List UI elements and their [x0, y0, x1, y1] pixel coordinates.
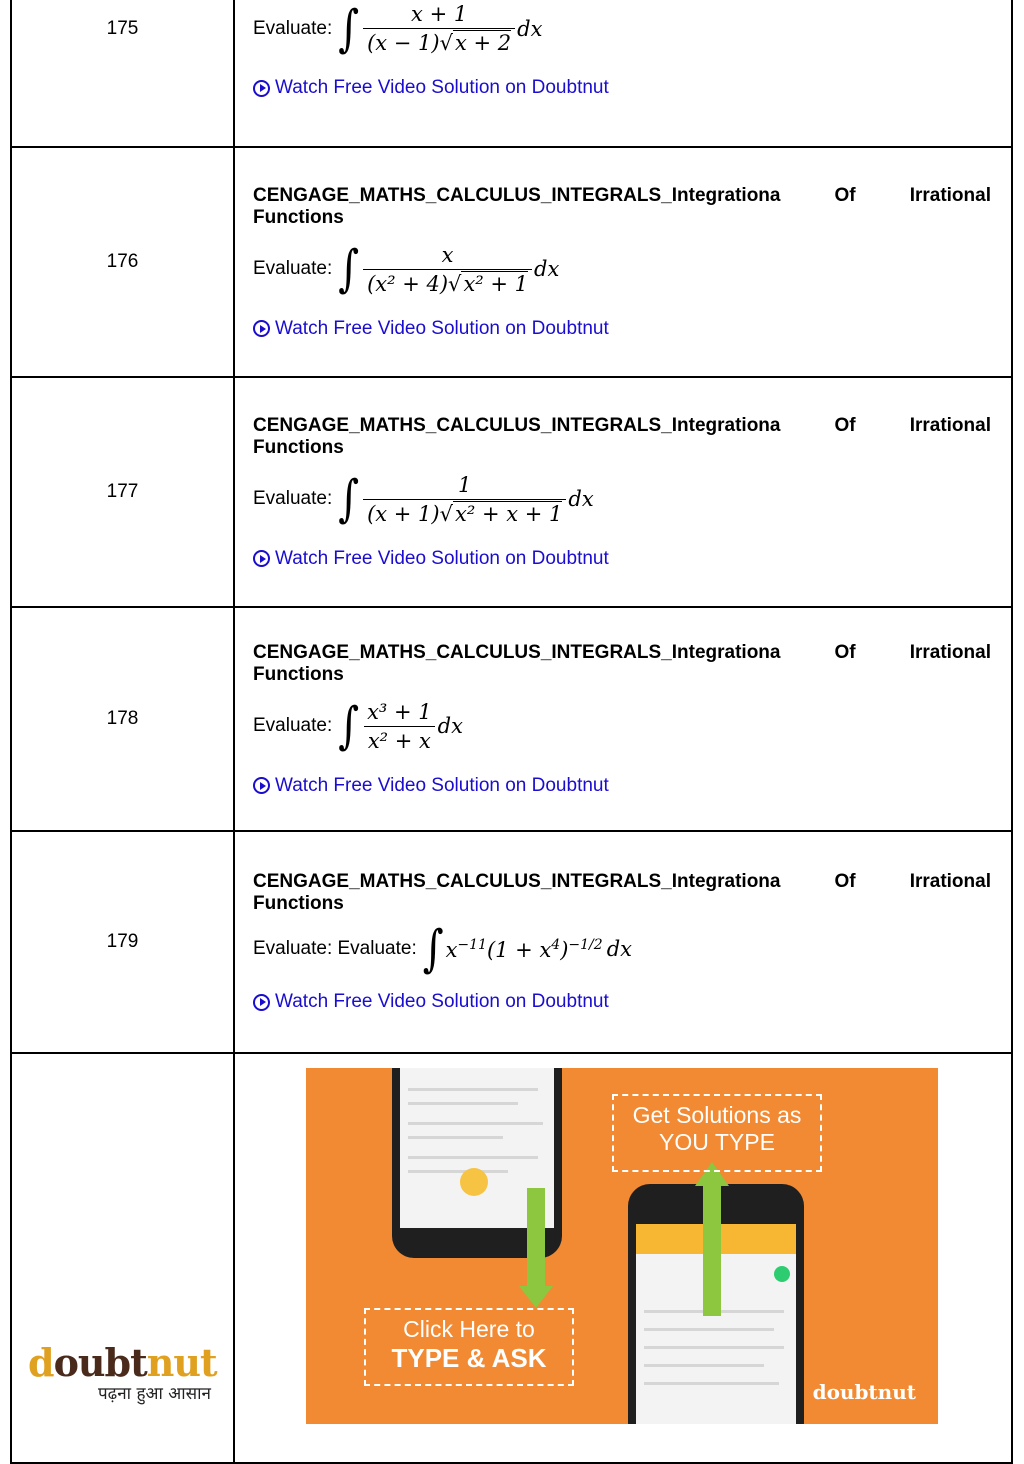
arrow-up-shaft	[703, 1186, 721, 1316]
watch-video-link[interactable]	[253, 775, 991, 797]
topic-mid: Of	[834, 414, 856, 436]
watch-video-text: Watch Free Video Solution on Doubtnut	[275, 317, 609, 339]
play-circle-icon	[253, 80, 270, 97]
watch-video-text: Watch Free Video Solution on Doubtnut	[275, 774, 609, 796]
doubtnut-logo	[28, 1340, 218, 1404]
integral-sign-icon: ∫	[338, 0, 360, 58]
watch-video-link[interactable]	[253, 318, 991, 340]
play-circle-icon	[253, 320, 270, 337]
logo-tagline: पढ़ना हुआ आसान	[98, 1384, 211, 1404]
logo-letter: d	[28, 1340, 54, 1385]
question-number: 177	[11, 377, 234, 607]
topic-left: CENGAGE_MATHS_CALCULUS_INTEGRALS_Integrationa	[253, 414, 781, 436]
integral-expression	[338, 0, 543, 58]
play-circle-icon	[253, 994, 270, 1011]
topic-left: CENGAGE_MATHS_CALCULUS_INTEGRALS_Integrationa	[253, 184, 781, 206]
integral-expression	[338, 240, 560, 298]
play-circle-icon	[253, 550, 270, 567]
topic-heading	[253, 642, 991, 664]
topic-line2: Functions	[253, 893, 344, 914]
evaluate-label: Evaluate:	[253, 17, 333, 39]
differential: dx	[534, 257, 560, 281]
watch-video-link[interactable]	[253, 991, 991, 1013]
topic-mid: Of	[834, 641, 856, 663]
integral-expression	[422, 920, 632, 978]
send-icon	[774, 1266, 790, 1282]
question-content	[234, 831, 1012, 1053]
numerator: 1	[458, 472, 472, 497]
sqrt-icon: √	[439, 31, 454, 55]
topic-line2: Functions	[253, 206, 344, 228]
sqrt-icon: √	[439, 501, 454, 526]
click-line1: Click Here to	[403, 1316, 535, 1342]
question-row-179	[11, 831, 1012, 1053]
evaluate-label: Evaluate:	[253, 488, 333, 509]
get-solutions-line1: Get Solutions as	[632, 1102, 802, 1128]
question-statement	[253, 470, 991, 528]
radicand: x + 2	[455, 31, 512, 55]
denominator-factor: (x + 1)	[367, 501, 440, 526]
click-line2: TYPE & ASK	[391, 1343, 547, 1373]
question-number: 179	[11, 831, 234, 1053]
topic-left: CENGAGE_MATHS_CALCULUS_INTEGRALS_Integrationa	[253, 641, 781, 663]
question-row-178	[11, 607, 1012, 831]
app-promo-banner[interactable]	[306, 1068, 938, 1424]
integral-expression	[338, 697, 463, 755]
topic-line2: Functions	[253, 663, 344, 685]
question-content	[234, 147, 1012, 377]
differential: dx	[568, 487, 594, 511]
topic-heading	[253, 185, 991, 207]
integral-sign-icon: ∫	[338, 697, 360, 755]
numerator: x + 1	[411, 2, 468, 26]
question-number: 175	[11, 0, 234, 147]
question-statement	[253, 240, 991, 298]
evaluate-label: Evaluate: Evaluate:	[253, 938, 417, 959]
question-row-177	[11, 377, 1012, 607]
get-solutions-line2: YOU TYPE	[659, 1129, 775, 1155]
watch-video-text: Watch Free Video Solution on Doubtnut	[275, 77, 609, 98]
arrow-down-icon	[519, 1286, 553, 1308]
topic-line2: Functions	[253, 436, 344, 458]
question-row-175	[11, 0, 1012, 147]
question-content	[234, 607, 1012, 831]
radicand: x² + x + 1	[455, 501, 563, 526]
topic-heading	[253, 871, 991, 893]
evaluate-label: Evaluate:	[253, 258, 333, 279]
arrow-down-shaft	[527, 1188, 545, 1288]
topic-heading	[253, 415, 991, 437]
numerator: x	[441, 242, 454, 267]
integral-sign-icon: ∫	[338, 240, 360, 298]
question-content	[234, 377, 1012, 607]
logo-wordmark	[28, 1340, 218, 1385]
topic-left: CENGAGE_MATHS_CALCULUS_INTEGRALS_Integrationa	[253, 871, 781, 892]
question-number: 176	[11, 147, 234, 377]
banner-brand-logo: doubtnut	[812, 1380, 916, 1404]
power-expression: $x^{-11}(1 + x^4)^{-1/2}$	[445, 936, 603, 962]
sqrt-icon: √	[448, 271, 462, 296]
topic-right: Irrational	[909, 184, 991, 206]
topic-mid: Of	[834, 184, 856, 206]
numerator: x³ + 1	[367, 699, 432, 724]
radicand: x² + 1	[463, 271, 529, 296]
differential: dx	[437, 714, 463, 738]
integral-sign-icon: ∫	[338, 470, 360, 528]
question-statement	[253, 0, 991, 58]
logo-part: oubt	[53, 1340, 147, 1385]
evaluate-label: Evaluate:	[253, 715, 333, 736]
differential: dx	[606, 937, 632, 961]
integral-expression	[338, 470, 594, 528]
topic-right: Irrational	[909, 414, 991, 436]
question-statement	[253, 920, 991, 978]
differential: dx	[517, 16, 543, 41]
watch-video-link[interactable]	[253, 548, 991, 570]
topic-right: Irrational	[909, 641, 991, 663]
question-row-176	[11, 147, 1012, 377]
denominator: x² + x	[364, 726, 435, 753]
watch-video-link[interactable]	[253, 77, 991, 99]
question-statement	[253, 697, 991, 755]
get-solutions-box	[612, 1094, 822, 1172]
watch-video-text: Watch Free Video Solution on Doubtnut	[275, 547, 609, 569]
question-content	[234, 0, 1012, 147]
integral-sign-icon: ∫	[422, 920, 444, 978]
question-number: 178	[11, 607, 234, 831]
denominator-factor: (x² + 4)	[367, 271, 449, 296]
play-circle-icon	[253, 777, 270, 794]
topic-right: Irrational	[909, 871, 991, 892]
camera-shutter-icon	[460, 1168, 488, 1196]
click-here-box[interactable]	[364, 1308, 574, 1386]
watch-video-text: Watch Free Video Solution on Doubtnut	[275, 991, 609, 1012]
denominator-factor: (x − 1)	[367, 31, 440, 55]
topic-mid: Of	[834, 871, 856, 892]
logo-part: nut	[146, 1340, 217, 1385]
